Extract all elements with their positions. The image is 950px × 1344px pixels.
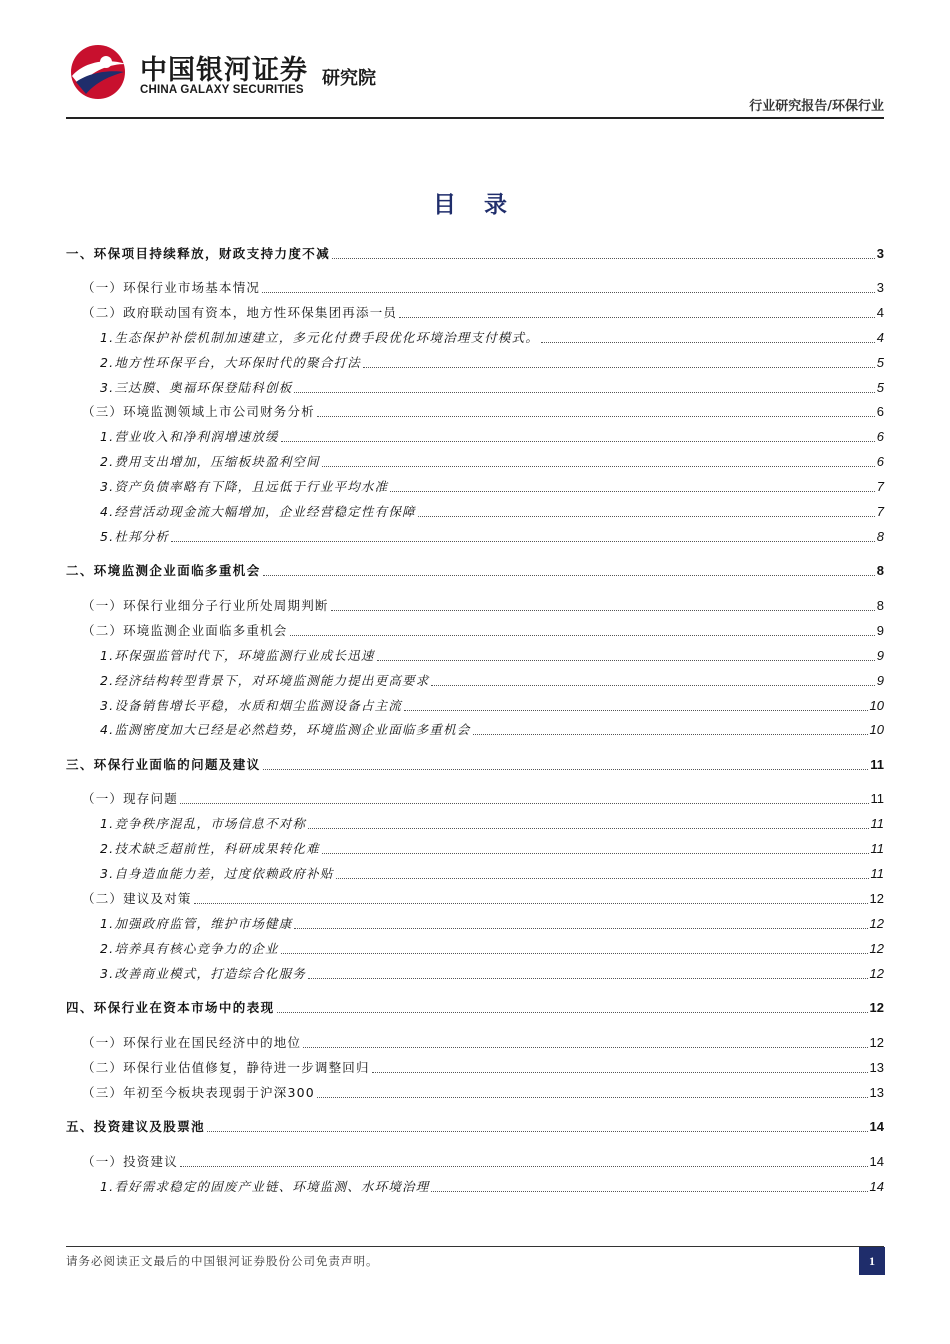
toc-entry[interactable]: 五、投资建议及股票池 14 <box>66 1119 884 1134</box>
footer-disclaimer: 请务必阅读正文最后的中国银河证券股份公司免责声明。 <box>66 1254 379 1268</box>
toc-entry[interactable]: 4.监测密度加大已经是必然趋势，环境监测企业面临多重机会 10 <box>100 722 884 737</box>
toc-entry[interactable]: （二）政府联动国有资本，地方性环保集团再添一员 4 <box>82 305 884 320</box>
toc-entry[interactable]: （一）现存问题 11 <box>82 791 884 806</box>
toc-entry[interactable]: （二）建议及对策 12 <box>82 891 884 906</box>
toc-entry[interactable]: 3.自身造血能力差，过度依赖政府补贴 11 <box>100 866 884 881</box>
toc-entry[interactable]: （三）年初至今板块表现弱于沪深300 13 <box>82 1085 884 1100</box>
table-of-contents <box>66 0 884 1344</box>
toc-entry[interactable]: 1.生态保护补偿机制加速建立，多元化付费手段优化环境治理支付模式。 4 <box>100 330 884 345</box>
toc-entry[interactable]: （一）环保行业在国民经济中的地位 12 <box>82 1035 884 1050</box>
toc-entry[interactable]: 3.三达膜、奥福环保登陆科创板 5 <box>100 380 884 395</box>
toc-entry[interactable]: （三）环境监测领域上市公司财务分析 6 <box>82 404 884 419</box>
toc-entry[interactable]: 2.技术缺乏超前性，科研成果转化难 11 <box>100 841 884 856</box>
toc-entry[interactable]: 5.杜邦分析 8 <box>100 529 884 544</box>
toc-entry[interactable]: 三、环保行业面临的问题及建议 11 <box>66 757 884 772</box>
toc-entry[interactable]: 1.看好需求稳定的固废产业链、环境监测、水环境治理 14 <box>100 1179 884 1194</box>
institute-label: 研究院 <box>322 68 376 89</box>
toc-entry[interactable]: （一）投资建议 14 <box>82 1154 884 1169</box>
toc-entry[interactable]: （二）环境监测企业面临多重机会 9 <box>82 623 884 638</box>
brand-name-cn: 中国银河证券 <box>140 55 308 86</box>
toc-entry[interactable]: 3.改善商业模式，打造综合化服务 12 <box>100 966 884 981</box>
toc-entry[interactable]: （二）环保行业估值修复，静待进一步调整回归 13 <box>82 1060 884 1075</box>
toc-entry[interactable]: 一、环保项目持续释放，财政支持力度不减 3 <box>66 246 884 261</box>
footer-divider <box>66 1246 884 1247</box>
toc-entry[interactable]: 2.地方性环保平台，大环保时代的聚合打法 5 <box>100 355 884 370</box>
toc-entry[interactable]: 四、环保行业在资本市场中的表现 12 <box>66 1000 884 1015</box>
toc-entry[interactable]: 1.环保强监管时代下，环境监测行业成长迅速 9 <box>100 648 884 663</box>
toc-entry[interactable]: 3.资产负债率略有下降，且远低于行业平均水准 7 <box>100 479 884 494</box>
toc-title: 目 录 <box>432 192 517 218</box>
toc-entry[interactable]: 1.竞争秩序混乱，市场信息不对称 11 <box>100 816 884 831</box>
toc-entry[interactable]: 2.经济结构转型背景下，对环境监测能力提出更高要求 9 <box>100 673 884 688</box>
toc-entry[interactable]: 2.费用支出增加，压缩板块盈利空间 6 <box>100 454 884 469</box>
toc-entry[interactable]: 1.加强政府监管，维护市场健康 12 <box>100 916 884 931</box>
toc-entry[interactable]: 2.培养具有核心竞争力的企业 12 <box>100 941 884 956</box>
toc-entry[interactable]: （一）环保行业细分子行业所处周期判断 8 <box>82 598 884 613</box>
report-type: 行业研究报告/环保行业 <box>749 99 884 114</box>
page-number: 1 <box>859 1247 885 1275</box>
toc-entry[interactable]: 二、环境监测企业面临多重机会 8 <box>66 563 884 578</box>
brand-name-en: CHINA GALAXY SECURITIES <box>140 84 304 96</box>
toc-entry[interactable]: 1.营业收入和净利润增速放缓 6 <box>100 429 884 444</box>
toc-entry[interactable]: 3.设备销售增长平稳，水质和烟尘监测设备占主流 10 <box>100 698 884 713</box>
toc-entry[interactable]: （一）环保行业市场基本情况 3 <box>82 280 884 295</box>
toc-entry[interactable]: 4.经营活动现金流大幅增加，企业经营稳定性有保障 7 <box>100 504 884 519</box>
